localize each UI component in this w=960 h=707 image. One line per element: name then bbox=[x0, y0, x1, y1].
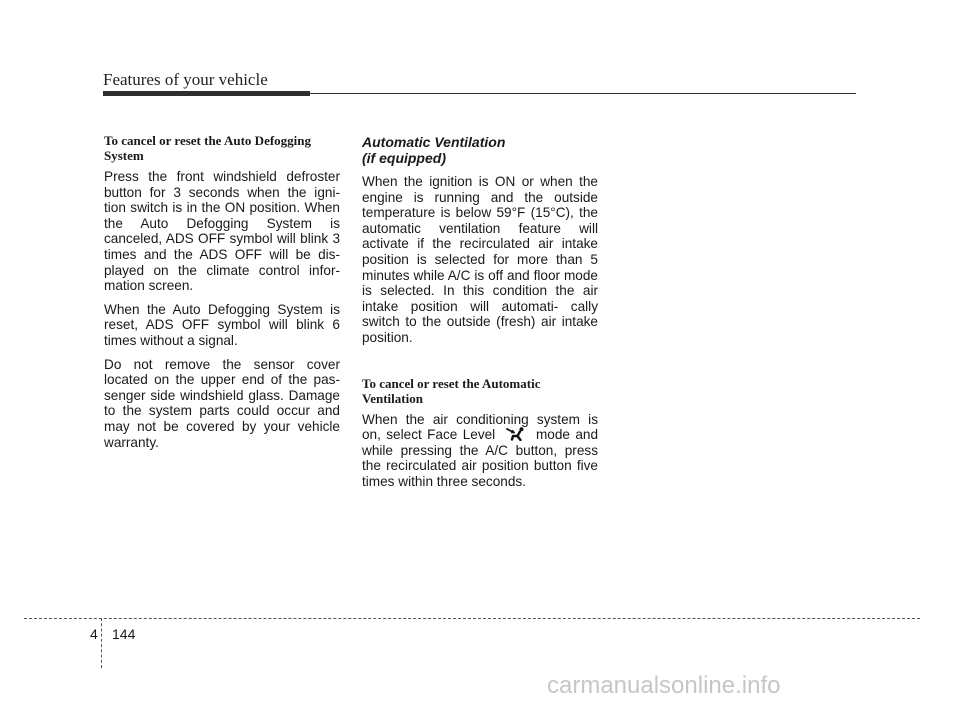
left-column bbox=[104, 133, 340, 458]
paragraph: Do not remove the sensor cover located on the upper end of the pas- senger side windshield glass. Damage to the system parts could occur and may not be covered by your vehicle warranty. bbox=[104, 356, 340, 450]
page-number: 144 bbox=[112, 626, 136, 642]
page-chapter: 4 bbox=[90, 626, 98, 642]
header-rule-thin bbox=[310, 93, 856, 94]
heading-line: (if equipped) bbox=[362, 150, 446, 166]
paragraph bbox=[362, 412, 598, 490]
page-header-title: Features of your vehicle bbox=[103, 70, 268, 89]
watermark: carmanualsonline.info bbox=[547, 672, 781, 699]
paragraph: Press the front windshield defroster button for 3 seconds when the igni- tion switch is in the ON position. When the Auto Defogging System is canceled, ADS OFF symbol will blink 3 times and the ADS OFF will be dis- played on the climate control infor- mation screen. bbox=[104, 169, 340, 294]
footer-vertical-rule bbox=[101, 618, 102, 668]
section-heading-auto-defogging: To cancel or reset the Auto Defogging System bbox=[104, 133, 312, 163]
text-run: When the air conditioning system is on, select Face Level bbox=[362, 411, 598, 443]
section-heading-automatic-ventilation bbox=[362, 134, 598, 166]
section-heading-cancel-ventilation: To cancel or reset the Automatic Ventilation bbox=[362, 375, 541, 406]
text-run: mode and while pressing the A/C button, press the recirculated air position button five times within three seconds. bbox=[362, 427, 599, 489]
header-rule-thick bbox=[103, 91, 310, 96]
face-level-mode-icon bbox=[504, 427, 528, 441]
paragraph: When the ignition is ON or when the engine is running and the outside temperature is below 59°F (15°C), the automatic ventilation feature will activate if the recirculated air intake position is selected for more than 5 minutes while A/C is off and floor mode is selected. In this condition the air intake position will automati- cally switch to the outside (fresh) air intake position. bbox=[362, 174, 598, 345]
footer-dashed-rule bbox=[24, 618, 920, 619]
right-column bbox=[362, 134, 598, 498]
paragraph: When the Auto Defogging System is reset, ADS OFF symbol will blink 6 times without a signal. bbox=[104, 301, 340, 348]
heading-line: Automatic Ventilation bbox=[362, 134, 506, 150]
